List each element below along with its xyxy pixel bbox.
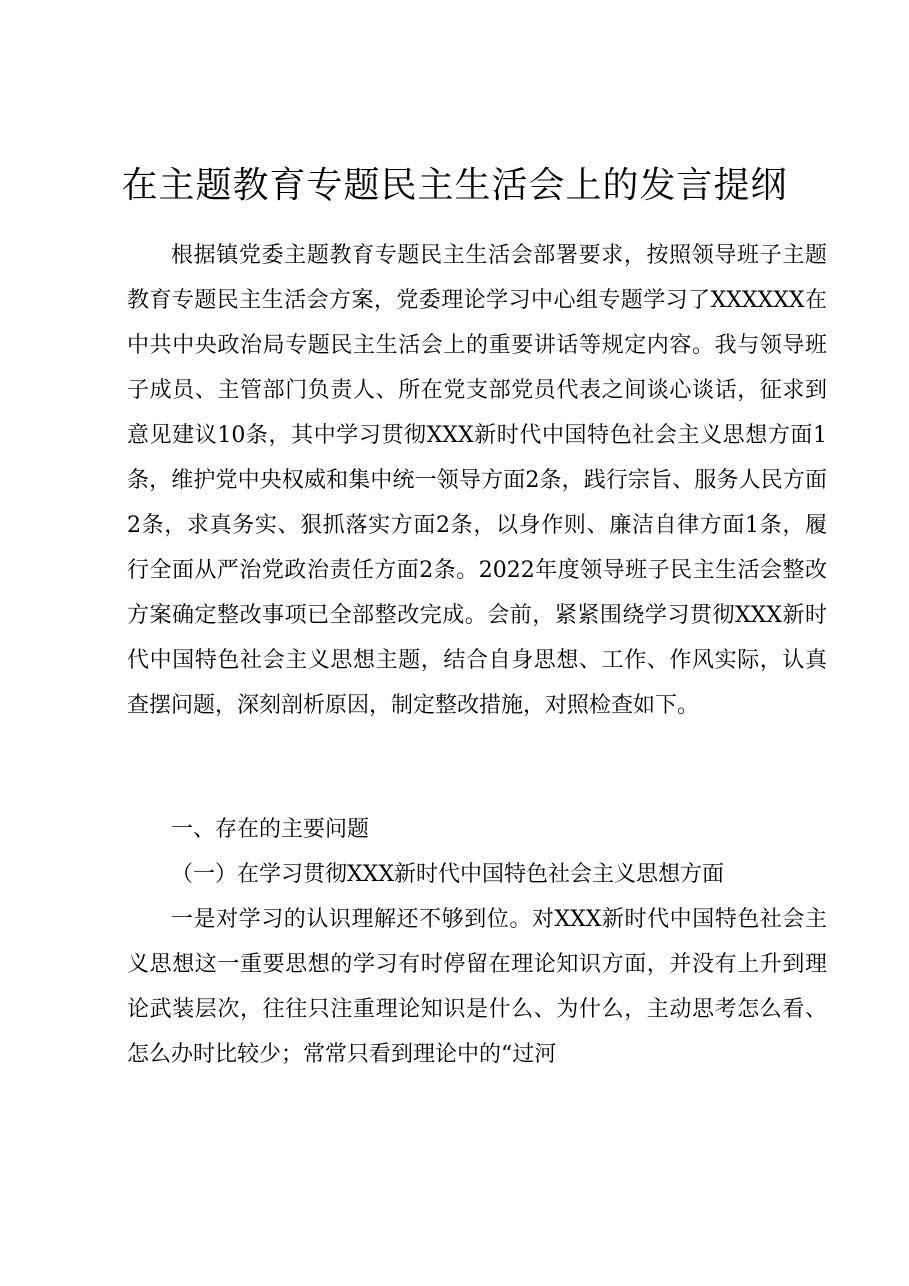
intro-paragraph: 根据镇党委主题教育专题民主生活会部署要求，按照领导班子主题教育专题民主生活会方案，党委理论学习中心组专题学习了XXXXXX在中共中央政治局专题民主生活会上的重要讲话等规定内容。我与领导班子成员、主管部门负责人、所在党支部党员代表之间谈心谈话，征求到意见建议10条，其中学习贯彻XXX新时代中国特色社会主义思想方面1条，维护党中央权威和集中统一领导方面2条，践行宗旨、服务人民方面2条，求真务实、狠抓落实方面2条，以身作则、廉洁自律方面1条，履行全面从严治党政治责任方面2条。2022年度领导班子民主生活会整改方案确定整改事项已全部整改完成。会前，紧紧围绕学习贯彻XXX新时代中国特色社会主义思想主题，结合自身思想、工作、作风实际，认真查摆问题，深刻剖析原因，制定整改措施，对照检查如下。	[127, 243, 827, 718]
point-paragraph: 一是对学习的认识理解还不够到位。对XXX新时代中国特色社会主义思想这一重要思想的学习有时停留在理论知识方面，并没有上升到理论武装层次，往往只注重理论知识是什么、为什么，主动思考怎么看、怎么办时比较少；常常只看到理论中的“过河	[127, 907, 827, 1067]
subsection-heading: （一）在学习贯彻XXX新时代中国特色社会主义思想方面	[171, 862, 724, 887]
document-title: 在主题教育专题民主生活会上的发言提纲	[121, 165, 788, 206]
section-heading: 一、存在的主要问题	[171, 817, 370, 842]
